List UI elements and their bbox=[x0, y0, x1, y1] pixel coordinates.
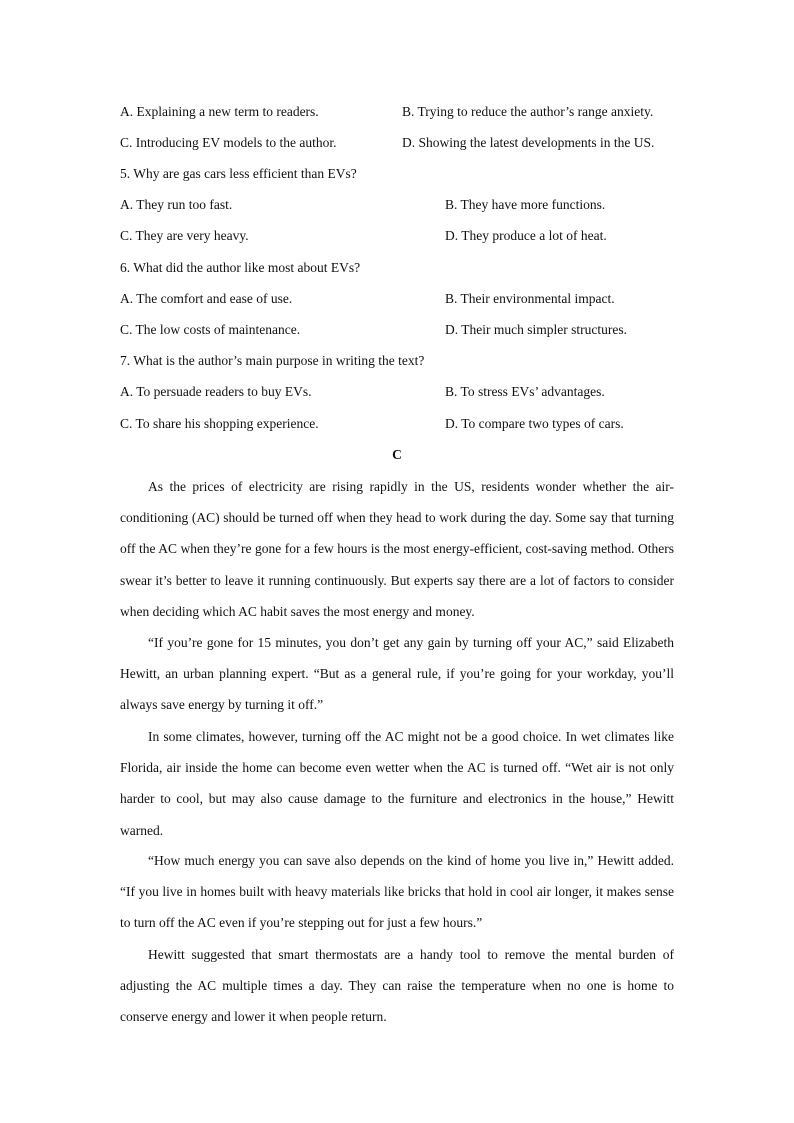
q7-option-c: C. To share his shopping experience. bbox=[120, 416, 319, 431]
q7-option-a: A. To persuade readers to buy EVs. bbox=[120, 384, 312, 399]
q6-option-c: C. The low costs of maintenance. bbox=[120, 322, 301, 337]
q6-option-a: A. The comfort and ease of use. bbox=[120, 291, 293, 306]
passage-paragraph-5: Hewitt suggested that smart thermostats are a handy tool to remove the mental burden of adjusting the AC multiple times a day. They can raise the temperature when no one is home to conserve energy and lower it when people return. bbox=[120, 947, 674, 1025]
q5-option-a: A. They run too fast. bbox=[120, 197, 233, 212]
q6-option-d: D. Their much simpler structures. bbox=[445, 322, 627, 337]
q4-option-c: C. Introducing EV models to the author. bbox=[120, 135, 337, 150]
q6-option-b: B. Their environmental impact. bbox=[445, 291, 615, 306]
passage-paragraph-1: As the prices of electricity are rising rapidly in the US, residents wonder whether the air-conditioning (AC) should be turned off when they head to work during the day. Some say that turning off the AC when they’re gone for a few hours is the most energy-efficient, cost-saving method. Others swear it’s better to leave it running continuously. But experts say there are a lot of factors to consider when deciding which AC habit saves the most energy and money. bbox=[120, 479, 674, 619]
q4-option-d: D. Showing the latest developments in the US. bbox=[402, 135, 655, 150]
q4-option-a: A. Explaining a new term to readers. bbox=[120, 104, 319, 119]
q5-stem: 5. Why are gas cars less efficient than EVs? bbox=[120, 166, 357, 181]
q5-option-c: C. They are very heavy. bbox=[120, 228, 249, 243]
passage-paragraph-4: “How much energy you can save also depends on the kind of home you live in,” Hewitt added. “If you live in homes built with heavy materials like bricks that hold in cool air longer, it makes sense to turn off the AC even if you’re stepping out for just a few hours.” bbox=[120, 853, 674, 931]
q7-option-d: D. To compare two types of cars. bbox=[445, 416, 624, 431]
q4-option-b: B. Trying to reduce the author’s range anxiety. bbox=[402, 104, 654, 119]
q6-stem: 6. What did the author like most about EVs? bbox=[120, 260, 361, 275]
passage-paragraph-2: “If you’re gone for 15 minutes, you don’t get any gain by turning off your AC,” said Elizabeth Hewitt, an urban planning expert. “But as a general rule, if you’re going for your workday, you’ll always save energy by turning it off.” bbox=[120, 635, 674, 713]
q5-option-b: B. They have more functions. bbox=[445, 197, 606, 212]
section-c-heading: C bbox=[392, 447, 402, 462]
passage-paragraph-3: In some climates, however, turning off the AC might not be a good choice. In wet climates like Florida, air inside the home can become even wetter when the AC is turned off. “Wet air is not only harder to cool, but may also cause damage to the furniture and electronics in the house,” Hewitt warned. bbox=[120, 729, 674, 838]
q5-option-d: D. They produce a lot of heat. bbox=[445, 228, 607, 243]
q7-option-b: B. To stress EVs’ advantages. bbox=[445, 384, 605, 399]
q7-stem: 7. What is the author’s main purpose in writing the text? bbox=[120, 353, 425, 368]
